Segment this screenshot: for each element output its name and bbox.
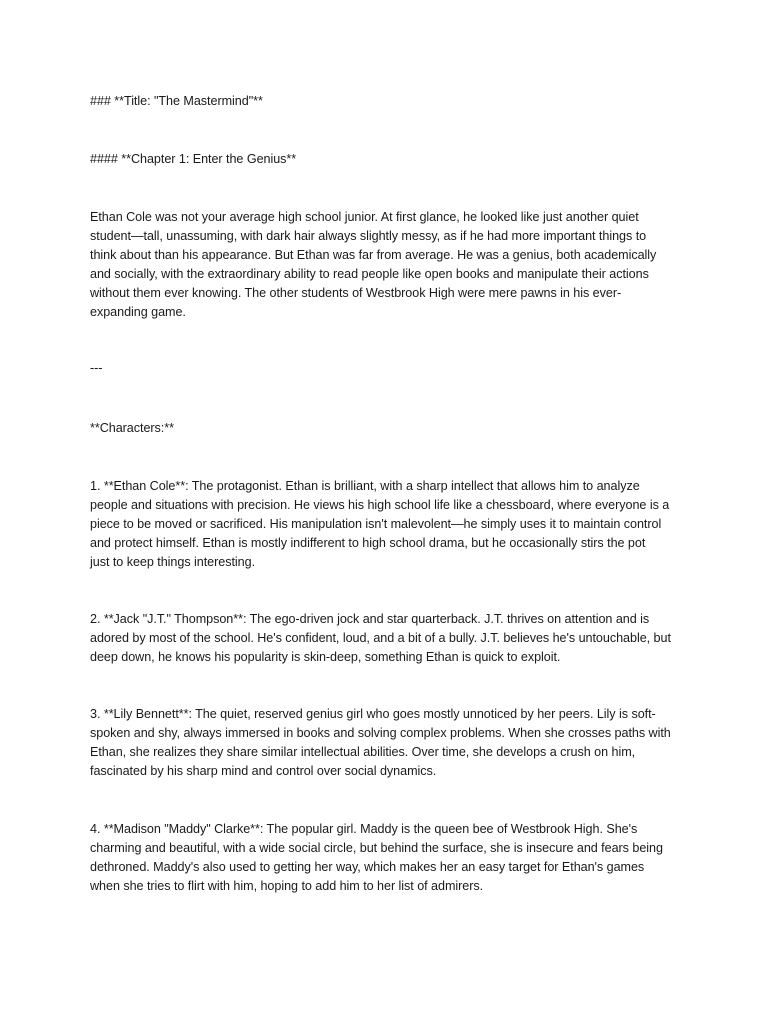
character-entry-jt — [90, 610, 690, 667]
paragraph-line: Ethan, she realizes they share similar intellectual abilities. Over time, she develops a crush on him, — [90, 744, 636, 759]
paragraph-line: just to keep things interesting. — [90, 554, 256, 569]
paragraph-line: without them ever knowing. The other students of Westbrook High were mere pawns in his ever- — [90, 285, 622, 300]
paragraph-line: and protect himself. Ethan is mostly indifferent to high school drama, but he occasionally stirs the pot — [90, 535, 646, 550]
paragraph-line: 1. **Ethan Cole**: The protagonist. Ethan is brilliant, with a sharp intellect that allows him to analyze — [90, 479, 640, 493]
paragraph-line: dethroned. Maddy's also used to getting her way, which makes her an easy target for Ethan's games — [90, 859, 645, 874]
intro-paragraph — [90, 208, 690, 321]
paragraph-line: 2. **Jack "J.T." Thompson**: The ego-driven jock and star quarterback. J.T. thrives on attention and is — [90, 612, 650, 626]
chapter-heading: #### **Chapter 1: Enter the Genius** — [90, 152, 297, 166]
paragraph-line: spoken and shy, always immersed in books and solving complex problems. When she crosses paths with — [90, 725, 671, 740]
paragraph-line: people and situations with precision. He views his high school life like a chessboard, where everyone is a — [90, 497, 670, 512]
paragraph-line: fascinated by his sharp mind and control over social dynamics. — [90, 763, 437, 778]
paragraph-line: when she tries to flirt with him, hoping to add him to her list of admirers. — [90, 878, 484, 893]
document-title: ### **Title: "The Mastermind"** — [90, 94, 263, 108]
paragraph-line: 4. **Madison "Maddy" Clarke**: The popular girl. Maddy is the queen bee of Westbrook High. She's — [90, 822, 638, 836]
paragraph-line: student—tall, unassuming, with dark hair always slightly messy, as if he had more important things to — [90, 228, 647, 243]
paragraph-line: and socially, with the extraordinary ability to read people like open books and manipulate their actions — [90, 266, 649, 281]
paragraph-line: adored by most of the school. He's confident, loud, and a bit of a bully. J.T. believes he's untouchable, but — [90, 630, 671, 645]
paragraph-line: expanding game. — [90, 304, 186, 319]
character-entry-lily — [90, 705, 690, 781]
paragraph-line: Ethan Cole was not your average high school junior. At first glance, he looked like just another quiet — [90, 210, 639, 224]
character-entry-ethan — [90, 477, 690, 572]
paragraph-line: charming and beautiful, with a wide social circle, but behind the surface, she is insecure and fears being — [90, 840, 663, 855]
paragraph-line: deep down, he knows his popularity is skin-deep, something Ethan is quick to exploit. — [90, 649, 561, 664]
paragraph-line: piece to be moved or sacrificed. His manipulation isn't malevolent—he simply uses it to maintain control — [90, 516, 662, 531]
paragraph-line: think about than his appearance. But Ethan was far from average. He was a genius, both academically — [90, 247, 657, 262]
paragraph-line: 3. **Lily Bennett**: The quiet, reserved genius girl who goes mostly unnoticed by her peers. Lily is soft- — [90, 707, 656, 721]
characters-heading: **Characters:** — [90, 421, 174, 435]
character-entry-maddy — [90, 820, 690, 896]
section-separator: --- — [90, 361, 103, 375]
